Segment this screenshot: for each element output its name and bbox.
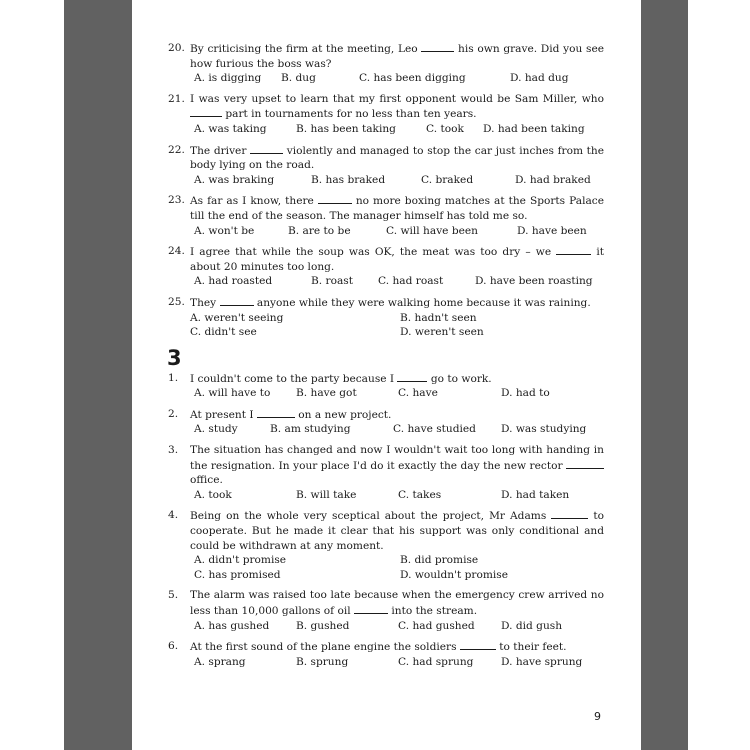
option-d: D. have been <box>517 224 587 237</box>
option-c: C. has been digging <box>359 72 466 85</box>
option-b: B. will take <box>296 488 357 501</box>
question-stem: At the first sound of the plane engine the soldiers to their feet. <box>190 641 567 654</box>
question-stem: I was very upset to learn that my first opponent would be Sam Miller, who part in tournaments for no less than ten years. <box>190 92 604 121</box>
question-22 <box>168 143 604 188</box>
question-number: 4. <box>168 509 179 522</box>
option-grid <box>190 553 604 582</box>
left-margin-band <box>0 0 64 750</box>
answer-blank <box>354 603 388 614</box>
question-stem: As far as I know, there no more boxing matches at the Sports Palace till the end of the season. The manager himself has told me so. <box>190 195 604 222</box>
question-20 <box>168 41 604 86</box>
question-number: 22. <box>168 143 185 156</box>
option-c: C. had roast <box>378 275 444 288</box>
option-d: D. had taken <box>501 488 570 501</box>
left-gray-border <box>64 0 132 750</box>
question-23 <box>168 193 604 238</box>
option-row <box>194 274 604 289</box>
question-2 <box>168 407 604 437</box>
section-heading: 3 <box>167 345 182 370</box>
answer-blank <box>421 41 454 52</box>
option-a: A. has gushed <box>194 619 270 632</box>
option-row <box>194 122 604 137</box>
option-c: C. had sprung <box>398 655 474 668</box>
option-d: D. have sprung <box>501 655 583 668</box>
question-stem: I agree that while the soup was OK, the meat was too dry – we it about 20 minutes too long. <box>190 246 605 273</box>
page-content <box>168 41 604 675</box>
option-b: B. hadn't seen <box>400 311 477 324</box>
option-row <box>194 655 604 670</box>
question-1 <box>168 371 604 401</box>
option-c: C. takes <box>398 488 442 501</box>
question-stem: Being on the whole very sceptical about the project, Mr Adams to cooperate. But he made it clear that his support was only conditional and could be withdrawn at any moment. <box>190 510 604 552</box>
answer-blank <box>566 458 604 469</box>
option-d: D. weren't seen <box>400 326 484 339</box>
option-row <box>194 224 604 239</box>
option-d: D. had been taking <box>483 122 585 135</box>
answer-blank <box>551 508 588 519</box>
question-stem: I couldn't come to the party because I go to work. <box>190 372 492 385</box>
option-c: C. have <box>398 387 438 400</box>
option-c: C. braked <box>421 173 474 186</box>
option-b: B. have got <box>296 387 357 400</box>
option-b: B. gushed <box>296 619 350 632</box>
answer-blank <box>257 407 295 418</box>
option-a: A. was taking <box>194 122 267 135</box>
option-b: B. are to be <box>288 224 351 237</box>
option-a: A. was braking <box>194 173 275 186</box>
answer-blank <box>556 244 591 255</box>
answer-blank <box>397 371 427 382</box>
option-row <box>194 386 604 401</box>
option-c: C. will have been <box>386 224 478 237</box>
question-stem: They anyone while they were walking home because it was raining. <box>190 296 591 309</box>
answer-blank <box>220 295 254 306</box>
option-grid <box>190 311 604 340</box>
question-3 <box>168 443 604 502</box>
option-a: A. is digging <box>194 72 262 85</box>
question-number: 21. <box>168 92 185 105</box>
answer-blank <box>460 639 496 650</box>
option-b: B. dug <box>281 72 316 85</box>
question-number: 23. <box>168 194 185 207</box>
option-b: B. roast <box>311 275 353 288</box>
question-stem: The driver violently and managed to stop the car just inches from the body lying on the road. <box>190 144 605 172</box>
option-row <box>194 173 604 188</box>
question-5 <box>168 588 604 633</box>
option-a: A. study <box>194 423 238 436</box>
option-a: A. sprang <box>194 655 246 668</box>
answer-blank <box>318 193 352 204</box>
option-d: D. did gush <box>501 619 563 632</box>
question-number: 1. <box>168 371 179 384</box>
question-stem: At present I on a new project. <box>190 408 392 421</box>
option-b: B. am studying <box>270 423 351 436</box>
question-number: 20. <box>168 42 185 54</box>
option-a: A. had roasted <box>194 275 273 288</box>
option-a: A. didn't promise <box>194 554 287 567</box>
question-4 <box>168 508 604 582</box>
option-d: D. had braked <box>515 173 591 186</box>
question-24 <box>168 244 604 289</box>
option-row <box>194 619 604 634</box>
question-6 <box>168 639 604 669</box>
option-d: D. had to <box>501 387 550 400</box>
option-a: A. weren't seeing <box>190 311 284 324</box>
question-number: 2. <box>168 407 179 420</box>
page-number: 9 <box>594 710 601 723</box>
option-d: D. had dug <box>510 72 569 85</box>
answer-blank <box>190 106 222 117</box>
question-stem: The situation has changed and now I wouldn't wait too long with handing in the resignation. In your place I'd do it exactly the day the new rector office. <box>190 444 604 487</box>
right-gray-border <box>641 0 688 750</box>
document-page <box>132 0 641 750</box>
option-c: C. has promised <box>194 568 281 581</box>
option-d: D. was studying <box>501 423 587 436</box>
option-b: B. did promise <box>400 554 479 567</box>
question-25 <box>168 295 604 340</box>
option-b: B. has braked <box>311 173 386 186</box>
option-a: A. took <box>194 488 232 501</box>
question-number: 5. <box>168 589 179 602</box>
option-c: C. have studied <box>393 423 476 436</box>
option-b: B. sprung <box>296 655 349 668</box>
question-number: 24. <box>168 245 185 258</box>
question-21 <box>168 92 604 137</box>
option-row <box>194 488 604 503</box>
option-a: A. won't be <box>194 224 255 237</box>
question-number: 6. <box>168 640 179 653</box>
option-d: D. have been roasting <box>475 275 593 288</box>
option-c: C. didn't see <box>190 326 257 339</box>
question-number: 3. <box>168 444 179 457</box>
option-d: D. wouldn't promise <box>400 568 509 581</box>
option-a: A. will have to <box>194 387 271 400</box>
question-stem: The alarm was raised too late because when the emergency crew arrived no less than 10,000 gallons of oil into the stream. <box>190 589 604 617</box>
question-number: 25. <box>168 295 185 308</box>
option-c: C. took <box>426 122 464 135</box>
option-row <box>194 71 604 86</box>
option-c: C. had gushed <box>398 619 475 632</box>
answer-blank <box>250 143 283 154</box>
option-row <box>194 422 604 437</box>
option-b: B. has been taking <box>296 122 396 135</box>
right-margin-band <box>688 0 750 750</box>
question-stem: By criticising the firm at the meeting, Leo his own grave. Did you see how furious the boss was? <box>190 43 604 70</box>
